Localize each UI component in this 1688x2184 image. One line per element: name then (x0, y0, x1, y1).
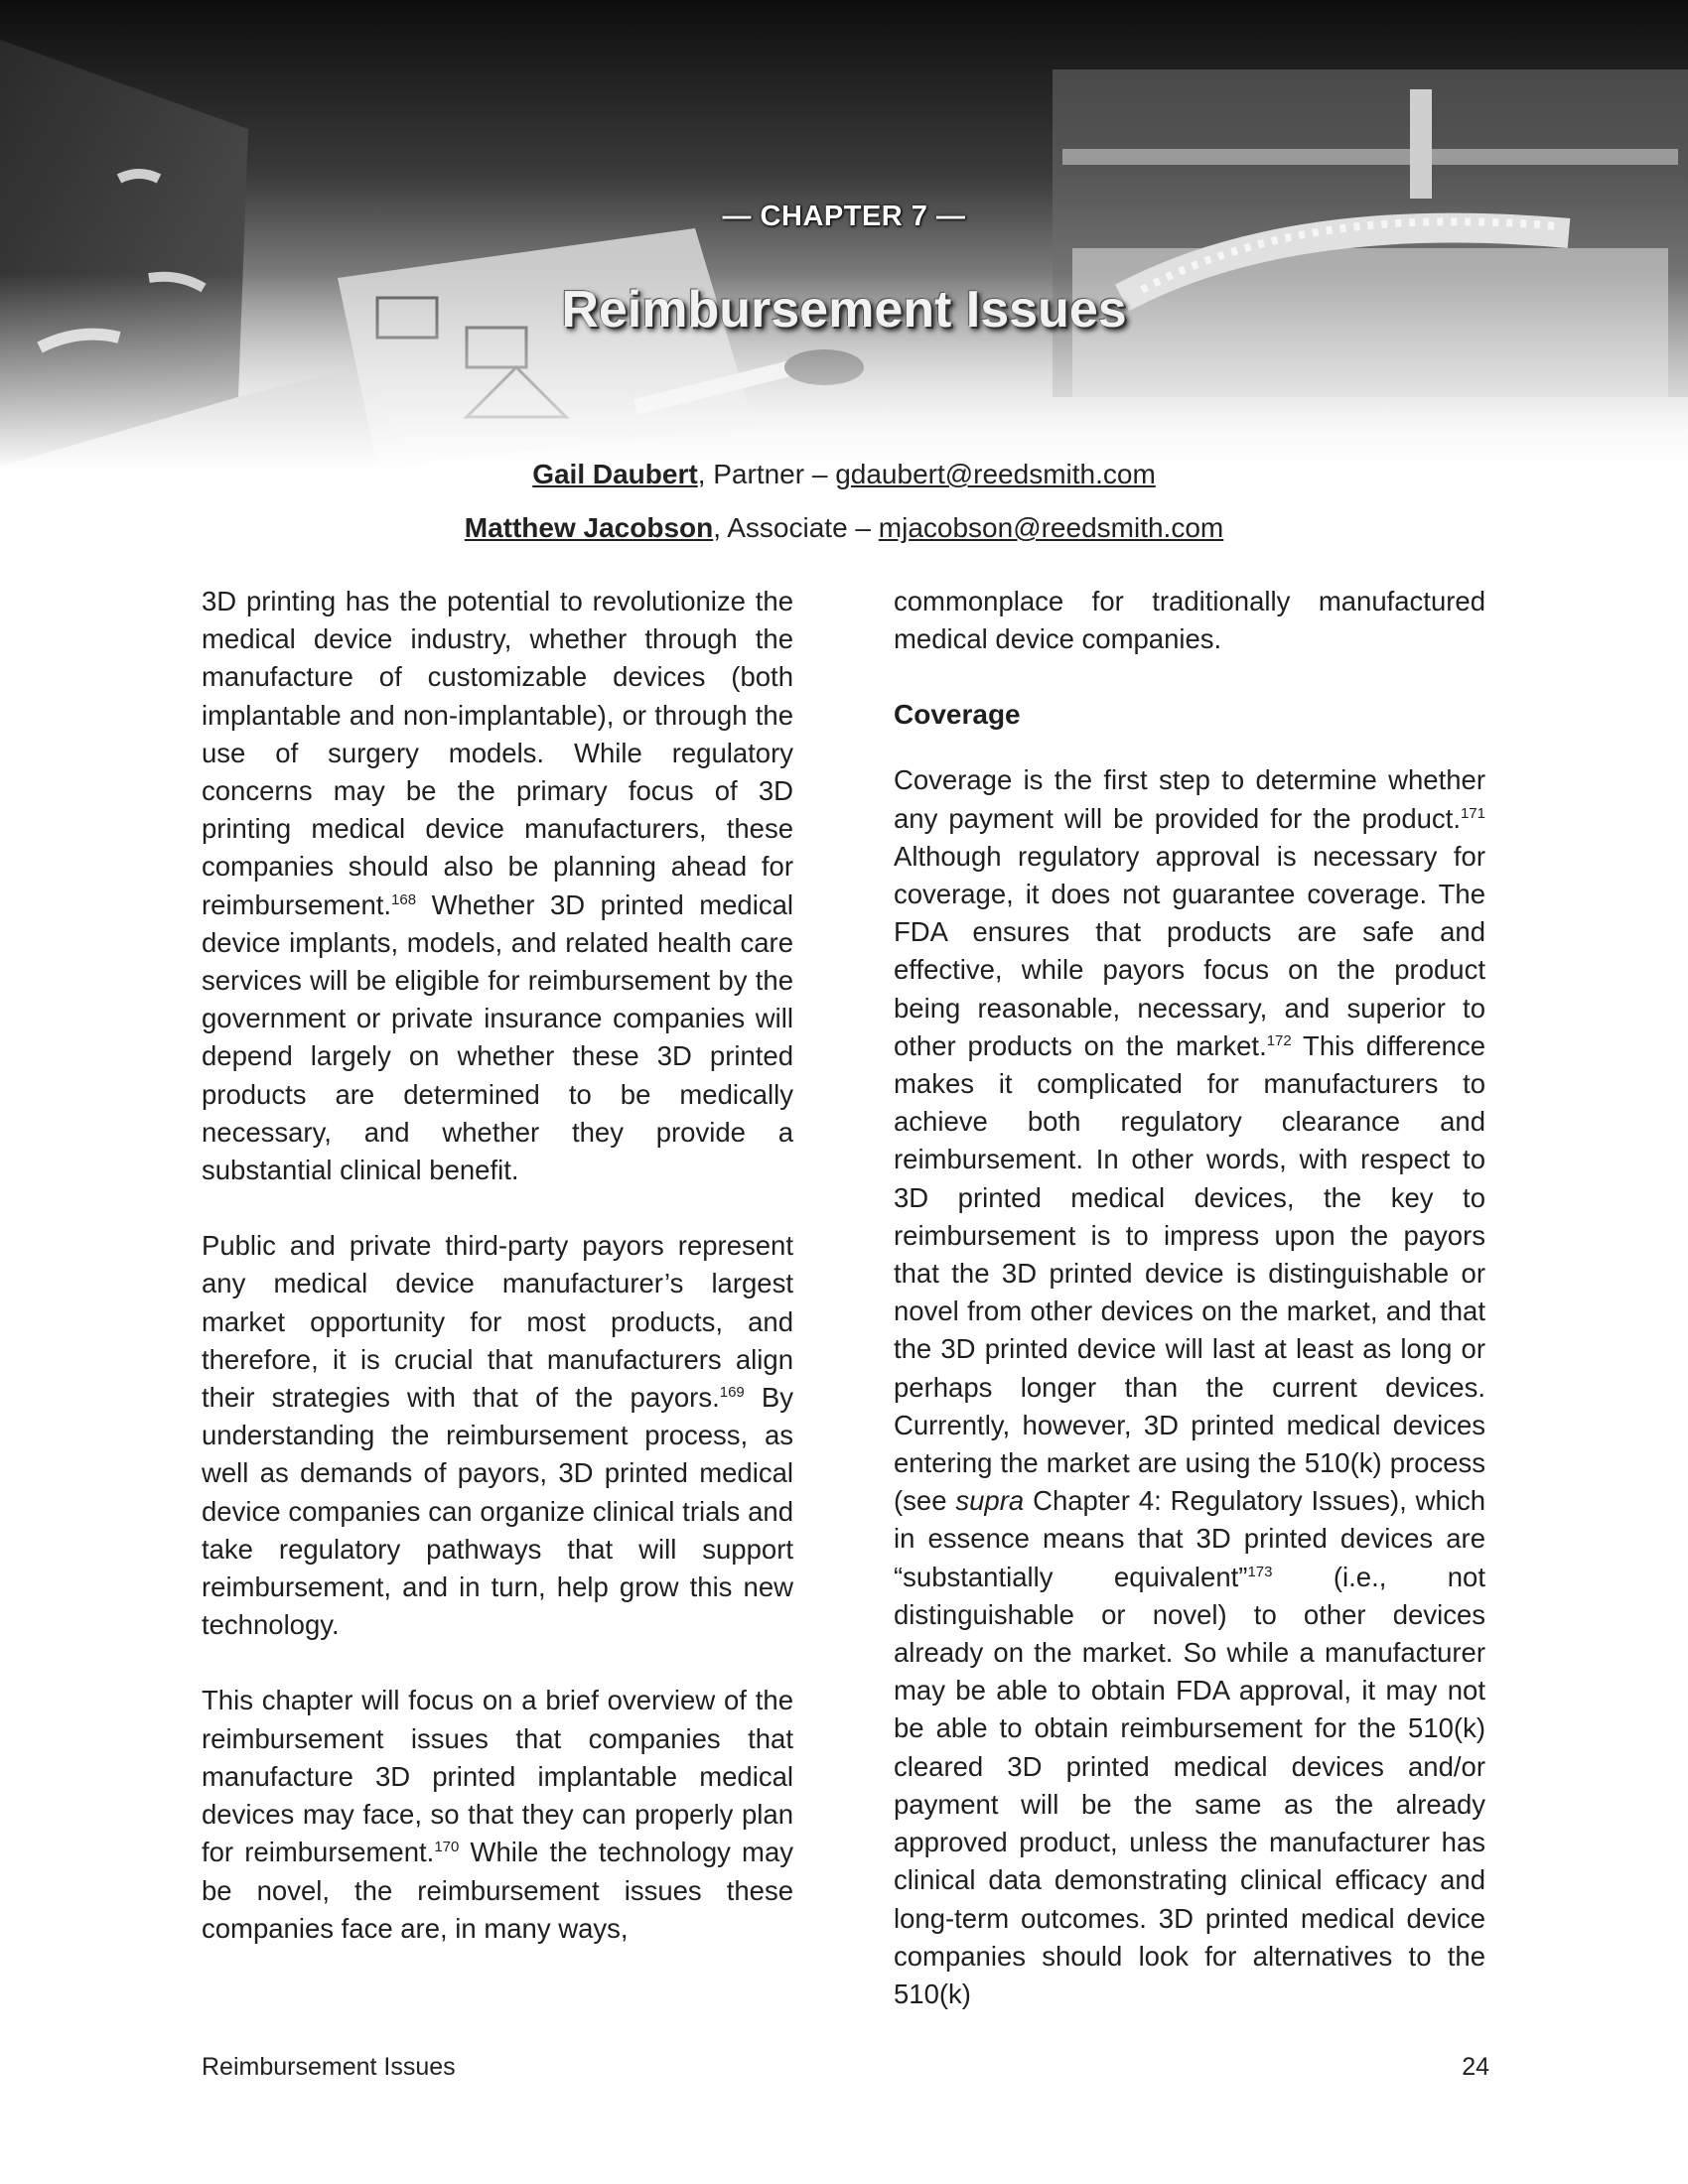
paragraph: 3D printing has the potential to revolutionize the medical device industry, whether through the manufacture of customizable devices (both implantable and non-implantable), or through the use of surgery models. While regulatory concerns may be the primary focus of 3D printing medical device manufacturers, these companies should also be planning ahead for reimbursement.$^{168}$ Whether 3D printed medical device implants, models, and related health care services will be eligible for reimbursement by the government or private insurance companies will depend largely on whether these 3D printed products are determined to be medically necessary, and whether they provide a substantial clinical benefit. (202, 586, 793, 1186)
paragraph: This chapter will focus on a brief overview of the reimbursement issues that companies that manufacture 3D printed implantable medical devices may face, so that they can properly plan for reimbursement.$^{170}$ While the technology may be novel, the reimbursement issues these companies face are, in many ways, (202, 1685, 793, 1944)
footnote-ref: 169 (719, 1384, 745, 1402)
chapter-label: — CHAPTER 7 — (722, 201, 966, 232)
author-line (0, 512, 1688, 544)
author-email-link[interactable]: mjacobson@reedsmith.com (878, 512, 1224, 543)
author-email-link[interactable]: gdaubert@reedsmith.com (835, 459, 1156, 489)
author-role: , Partner – (697, 459, 836, 489)
paragraph: Coverage is the first step to determine whether any payment will be provided for the product.$^{171}$ Although regulatory approval is necessary for coverage, it does not guarantee coverage. The FDA ensures that products are safe and effective, while payors focus on the product being reasonable, necessary, and superior to other products on the market.$^{172}$ This difference makes it complicated for manufacturers to achieve both regulatory clearance and reimbursement. In other words, with respect to 3D printed medical devices, the key to reimbursement is to impress upon the payors that the 3D printed device is distinguishable or novel from other devices on the market, and that the 3D printed device will last at least as long or perhaps longer than the current devices. Currently, however, 3D printed medical devices entering the market are using the 510(k) process (see supra Chapter 4: Regulatory Issues), which in essence means that 3D printed devices are “substantially equivalent”$^{173}$ (i.e., not distinguishable or novel) to other devices already on the market. So while a manufacturer may be able to obtain FDA approval, it may not be able to obtain reimbursement for the 510(k) cleared 3D printed medical devices and/or payment will be the same as the already approved product, unless the manufacturer has clinical data demonstrating clinical efficacy and long-term outcomes. 3D printed medical device companies should look for alternatives to the 510(k) (894, 764, 1486, 2009)
footnote-ref: 170 (434, 1839, 460, 1856)
footnote-ref: 168 (391, 890, 417, 908)
footer-section-title: Reimbursement Issues (202, 2053, 456, 2081)
section-heading: Coverage (894, 699, 1021, 731)
chapter-banner (0, 0, 1688, 496)
italic-term: supra (955, 1485, 1025, 1517)
footnote-ref: 171 (1460, 804, 1485, 822)
author-name: Gail Daubert (532, 459, 698, 489)
banner-illustration (0, 0, 1688, 496)
author-name: Matthew Jacobson (464, 512, 714, 543)
page-number: 24 (1462, 2053, 1489, 2081)
author-role: , Associate – (713, 512, 879, 543)
footnote-ref: 173 (1247, 1563, 1273, 1580)
author-line (0, 459, 1688, 490)
left-column (202, 583, 793, 1985)
footnote-ref: 172 (1266, 1031, 1292, 1049)
chapter-title: Reimbursement Issues (561, 281, 1127, 339)
right-column (894, 583, 1485, 2051)
paragraph: Public and private third-party payors represent any medical device manufacturer’s largest market opportunity for most products, and therefore, it is crucial that manufacturers align their strategies with that of the payors.$^{169}$ By understanding the reimbursement process, as well as demands of payors, 3D printed medical device companies can organize clinical trials and take regulatory pathways that will support reimbursement, and in turn, help grow this new technology. (202, 1230, 794, 1641)
paragraph: commonplace for traditionally manufactured medical device companies. (894, 586, 1485, 655)
